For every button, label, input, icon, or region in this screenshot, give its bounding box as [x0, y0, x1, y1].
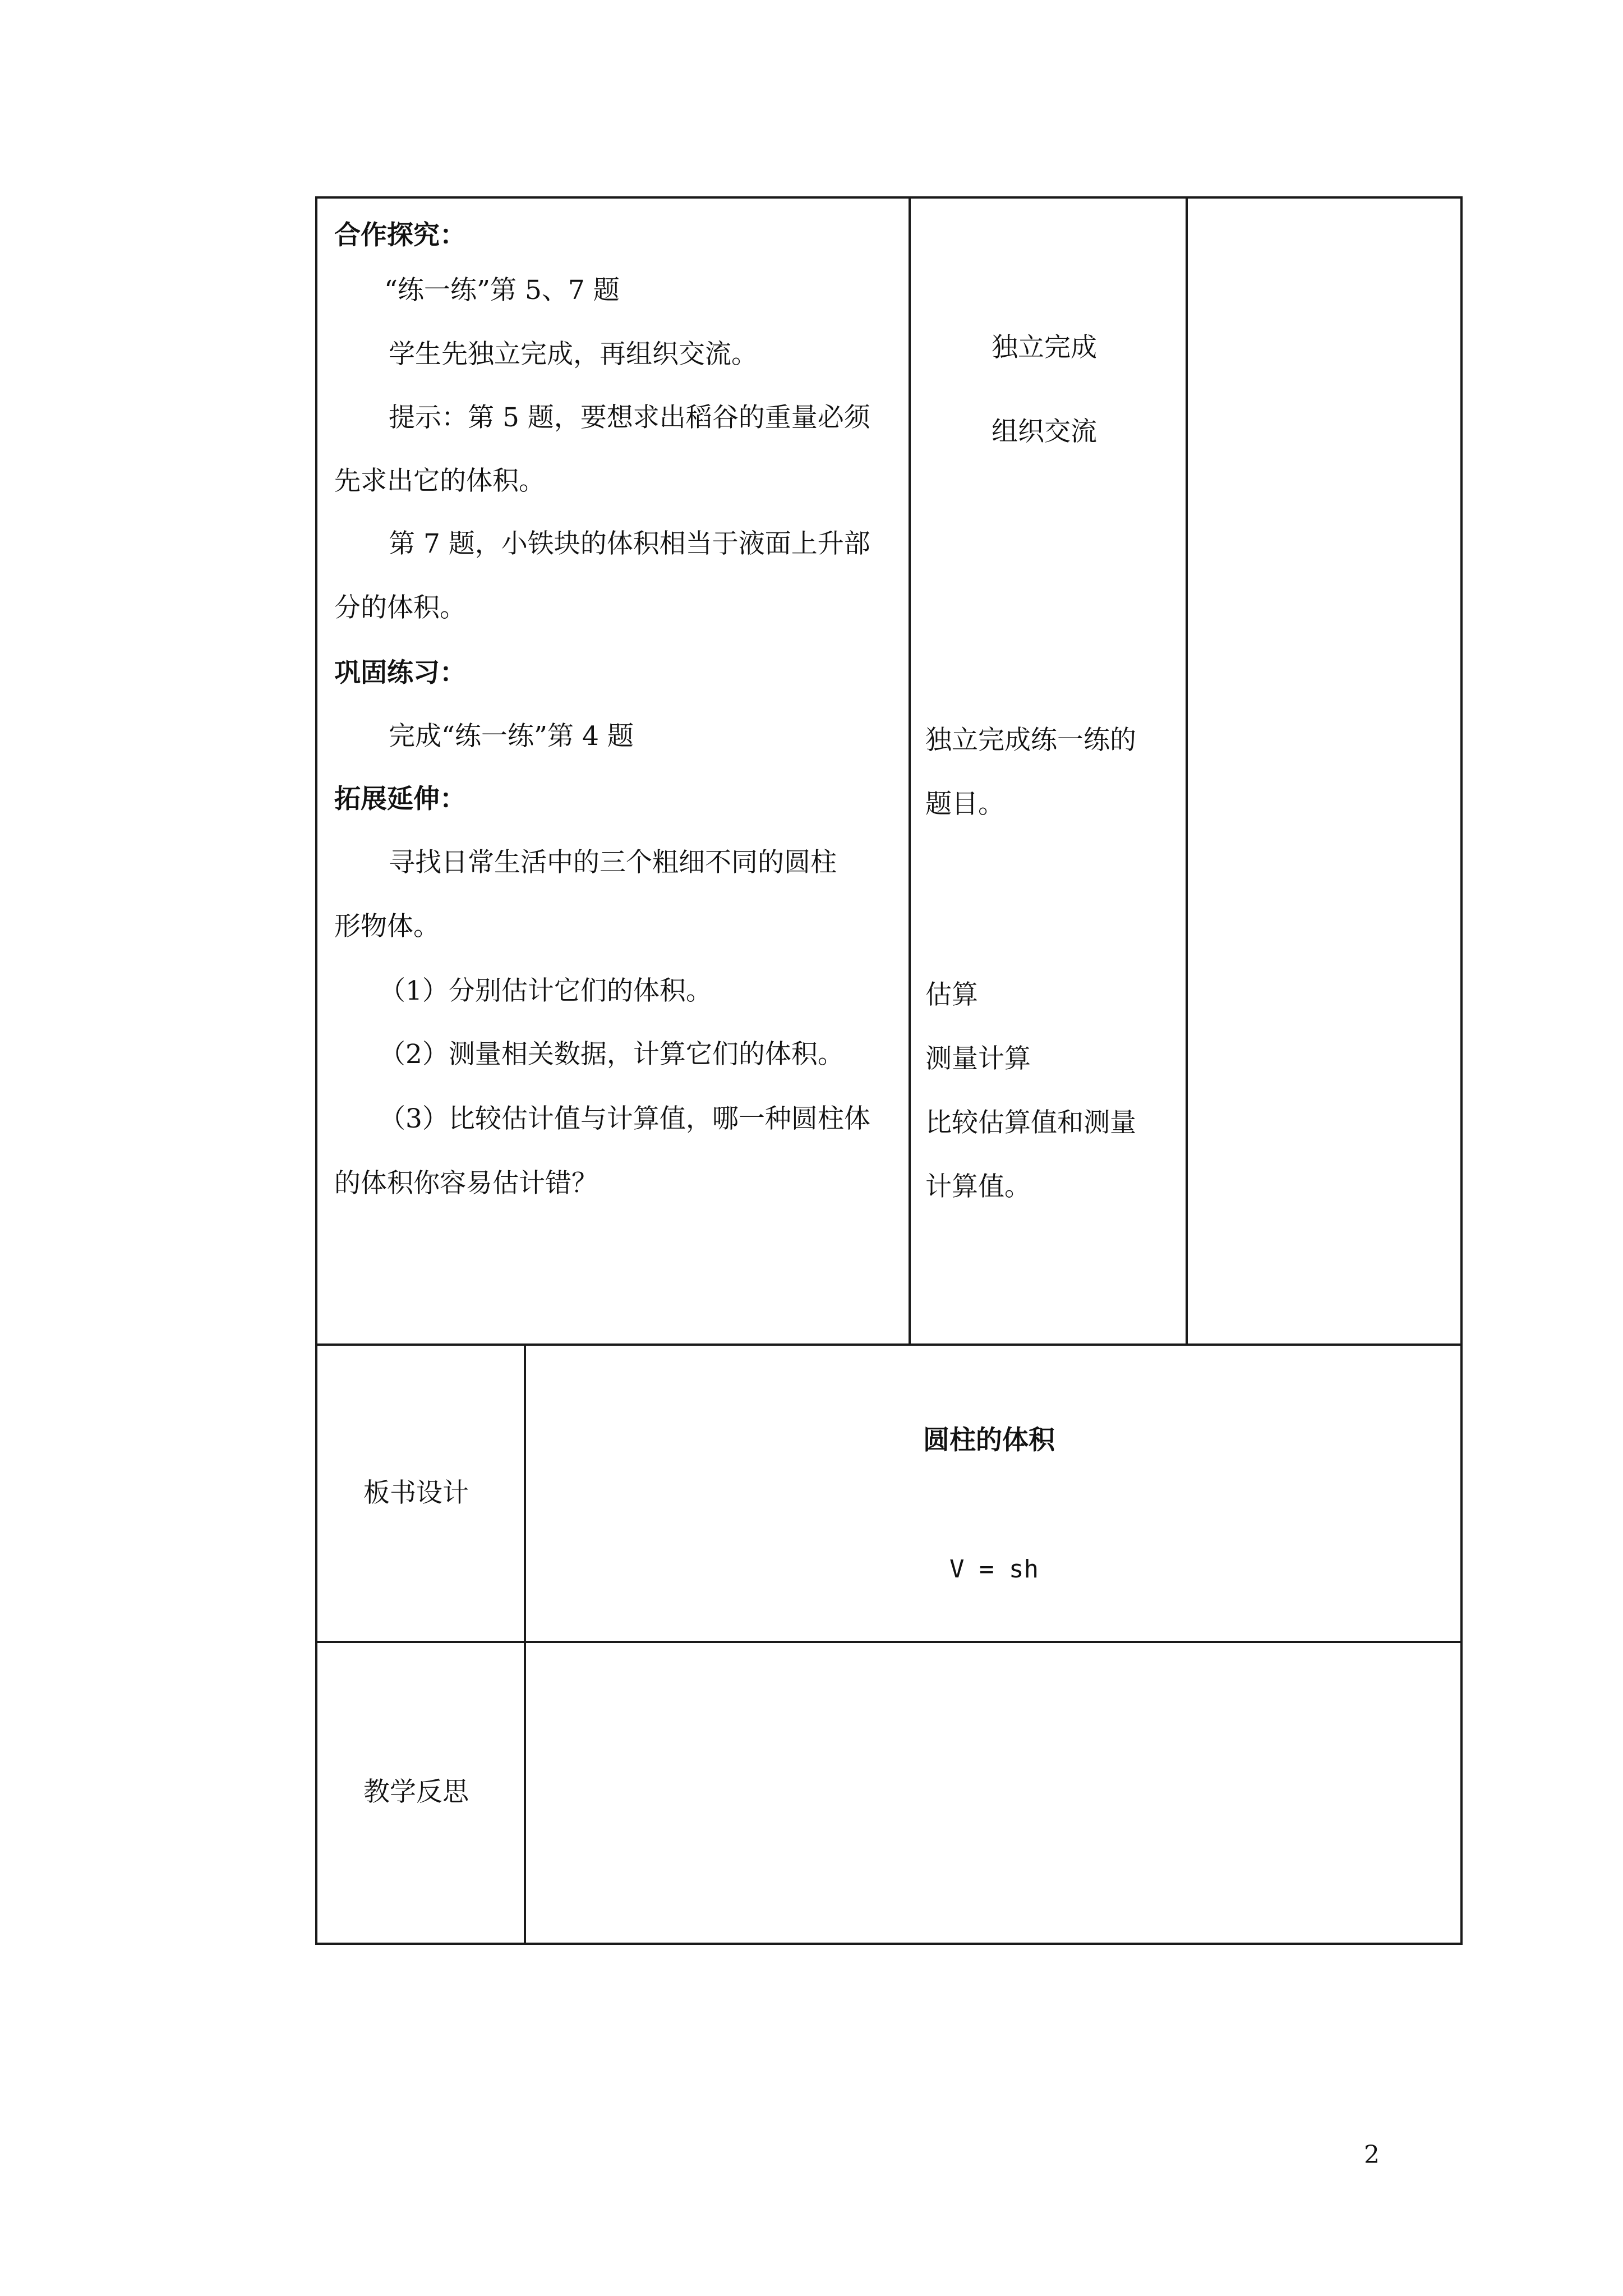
table-bottom-border [315, 1943, 1463, 1945]
table-right-border [1460, 196, 1463, 1945]
student-note-measure: 测量计算 [925, 1043, 1031, 1074]
extend-item-3b: 的体积你容易估计错？ [334, 1168, 598, 1199]
student-note-compare-a: 比较估算值和测量 [925, 1107, 1136, 1138]
extend-line-1: 寻找日常生活中的三个粗细不同的圆柱 [389, 847, 837, 878]
column-divider-student [1186, 196, 1188, 1346]
row-divider-2 [315, 1641, 1463, 1643]
coop-line-5: 第 7 题，小铁块的体积相当于液面上升部 [389, 528, 870, 559]
board-title: 圆柱的体积 [923, 1425, 1055, 1456]
table-left-border [315, 196, 317, 1945]
coop-line-1: “练一练”第 5、7 题 [384, 275, 620, 306]
student-note-practice-a: 独立完成练一练的 [925, 725, 1136, 756]
student-note-discuss: 组织交流 [992, 416, 1097, 447]
student-note-estimate: 估算 [925, 979, 978, 1010]
coop-heading: 合作探究： [334, 220, 466, 251]
coop-line-6: 分的体积。 [334, 592, 466, 623]
table-top-border [315, 196, 1463, 199]
student-note-compare-b: 计算值。 [925, 1171, 1031, 1202]
coop-line-2: 学生先独立完成，再组织交流。 [389, 339, 758, 370]
extend-line-2: 形物体。 [334, 911, 440, 942]
extend-item-2: （2）测量相关数据，计算它们的体积。 [379, 1039, 844, 1070]
column-divider-activities [909, 196, 911, 1346]
board-formula: V = sh [949, 1555, 1039, 1584]
page-number: 2 [1364, 2141, 1380, 2169]
extend-item-1: （1）分别估计它们的体积。 [379, 976, 712, 1006]
column-divider-label [524, 1343, 526, 1945]
board-design-label: 板书设计 [363, 1478, 469, 1508]
coop-line-4: 先求出它的体积。 [334, 466, 545, 496]
reflection-label: 教学反思 [363, 1777, 469, 1807]
extend-heading: 拓展延伸： [334, 784, 466, 815]
coop-line-3: 提示：第 5 题，要想求出稻谷的重量必须 [389, 402, 870, 433]
student-note-independent: 独立完成 [992, 332, 1097, 363]
consolidate-line-1: 完成“练一练”第 4 题 [389, 721, 634, 752]
extend-item-3a: （3）比较估计值与计算值，哪一种圆柱体 [379, 1103, 870, 1134]
student-note-practice-b: 题目。 [925, 789, 1004, 820]
consolidate-heading: 巩固练习： [334, 657, 466, 688]
row-divider-1 [315, 1343, 1463, 1346]
